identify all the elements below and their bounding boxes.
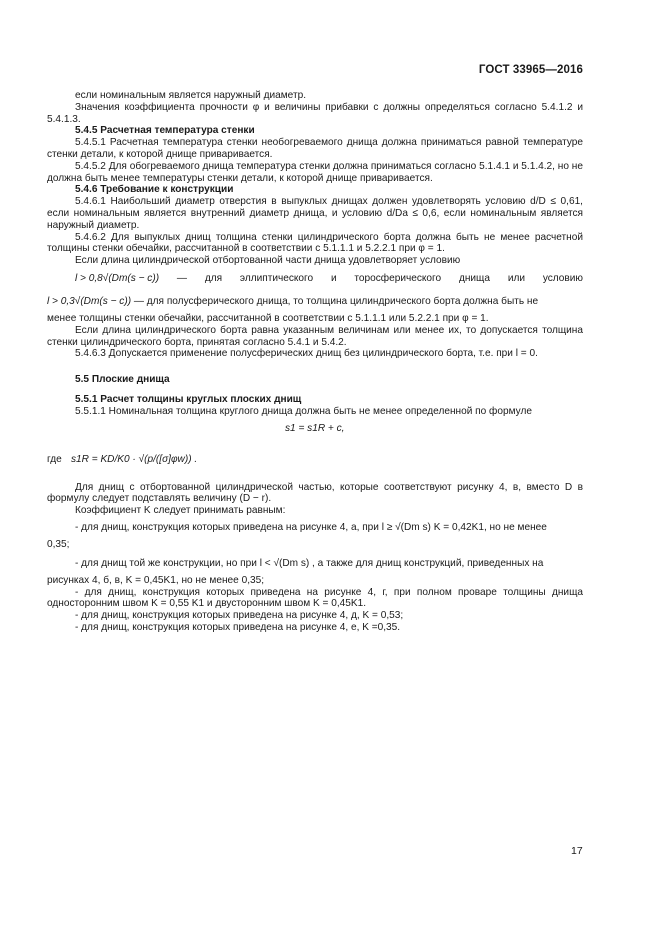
- paragraph: если номинальным является наружный диаметр.: [75, 90, 306, 101]
- condition-formula-1: l > 0,8√(Dm(s − c)): [75, 273, 160, 285]
- paragraph: 5.4.6.1 Наибольший диаметр отверстия в выпуклых днищах должен удовлетворять условию d/D ≤ 0,61, если номинальным является внутренний диаметр днища, и условию d/Da ≤ 0,6, если номинальным является наружный диаметр.: [47, 196, 583, 231]
- paragraph: Коэффициент K следует принимать равным:: [75, 505, 286, 517]
- formula-s1r: s1R = KD/K0 · √(p/([σ]φw)) .: [71, 453, 198, 465]
- where-label: где: [47, 453, 62, 465]
- bullet-item: - для днищ той же конструкции, но при l < √(Dm s) , а также для днищ конструкций, приведенных на: [75, 557, 544, 569]
- word: эллиптического: [239, 273, 314, 285]
- paragraph: менее толщины стенки обечайки, рассчитанной в соответствии с 5.1.1.1 или 5.2.2.1 при φ = 1.: [47, 312, 489, 324]
- bullet-item: - для днищ, конструкция которых приведена на рисунке 4, г, при полном проваре толщины днища односторонним швом K = 0,55 K1 и двусторонним швом K = 0,45K1.: [47, 586, 583, 610]
- section-heading: 5.5.1 Расчет толщины круглых плоских днищ: [75, 393, 302, 405]
- standard-header: ГОСТ 33965—2016: [478, 64, 583, 76]
- paragraph: Значения коэффициента прочности φ и величины прибавки c должны определяться согласно 5.4.1.2 и 5.4.1.3.: [47, 101, 583, 125]
- word: или: [507, 273, 525, 285]
- word: торосферического: [354, 273, 442, 285]
- paragraph: 5.4.6.2 Для выпуклых днищ толщина стенки цилиндрического борта должна быть не менее расчетной толщины стенки обечайки, рассчитанной в соответствии с 5.1.1.1 и 5.2.2.1 при φ = 1.: [47, 231, 583, 255]
- paragraph: Для днищ с отбортованной цилиндрической частью, которые соответствуют рисунку 4, в, вместо D в формулу следует подставлять величину (D − r).: [47, 481, 583, 505]
- word: днища: [458, 273, 490, 285]
- word: и: [330, 273, 337, 285]
- document-body: [47, 90, 583, 634]
- paragraph: рисунках 4, б, в, K = 0,45K1, но не менее 0,35;: [47, 574, 265, 586]
- condition-text-2: — для полусферического днища, то толщина цилиндрического борта должна быть не: [133, 295, 539, 307]
- word: для: [204, 273, 223, 285]
- paragraph: 5.4.5.2 Для обогреваемого днища температура стенки должна приниматься согласно 5.1.4.1 и 5.1.4.2, но не должна быть менее температуры стенки детали, к которой днище приваривается.: [47, 160, 583, 184]
- bullet-item: - для днищ, конструкция которых приведена на рисунке 4, е, K =0,35.: [75, 621, 401, 633]
- paragraph: 5.4.5.1 Расчетная температура стенки необогреваемого днища должна приниматься равной температуре стенки детали, к которой днище приваривается.: [47, 137, 583, 160]
- condition-formula-2: l > 0,3√(Dm(s − c)): [47, 295, 132, 307]
- condition-line-1: [47, 267, 583, 291]
- condition-line-2: [47, 291, 583, 313]
- paragraph: 0,35;: [47, 538, 70, 550]
- section-heading: 5.5 Плоские днища: [75, 374, 170, 386]
- paragraph: Если длина цилиндрического борта равна указанным величинам или менее их, то допускается толщина стенки цилиндрического борта, принятая согласно 5.4.1 и 5.4.2.: [47, 324, 583, 348]
- word: —: [176, 273, 187, 285]
- page-number: 17: [571, 845, 583, 857]
- paragraph: Если длина цилиндрической отбортованной части днища удовлетворяет условию: [75, 255, 461, 267]
- section-heading: 5.4.6 Требование к конструкции: [75, 184, 234, 196]
- section-heading: 5.4.5 Расчетная температура стенки: [75, 125, 255, 137]
- bullet-item: - для днищ, конструкция которых приведена на рисунке 4, а, при l ≥ √(Dm s) K = 0,42K1, но не менее: [75, 521, 547, 533]
- word: условию: [542, 273, 583, 285]
- formula-s1: s1 = s1R + c,: [285, 422, 345, 434]
- formula-s1r-block: [47, 440, 583, 482]
- paragraph: 5.5.1.1 Номинальная толщина круглого днища должна быть не менее определенной по формуле: [75, 405, 532, 417]
- paragraph: 5.4.6.3 Допускается применение полусферических днищ без цилиндрического борта, т.е. при l = 0.: [75, 348, 538, 360]
- bullet-item: - для днищ, конструкция которых приведена на рисунке 4, д, K = 0,53;: [75, 610, 404, 622]
